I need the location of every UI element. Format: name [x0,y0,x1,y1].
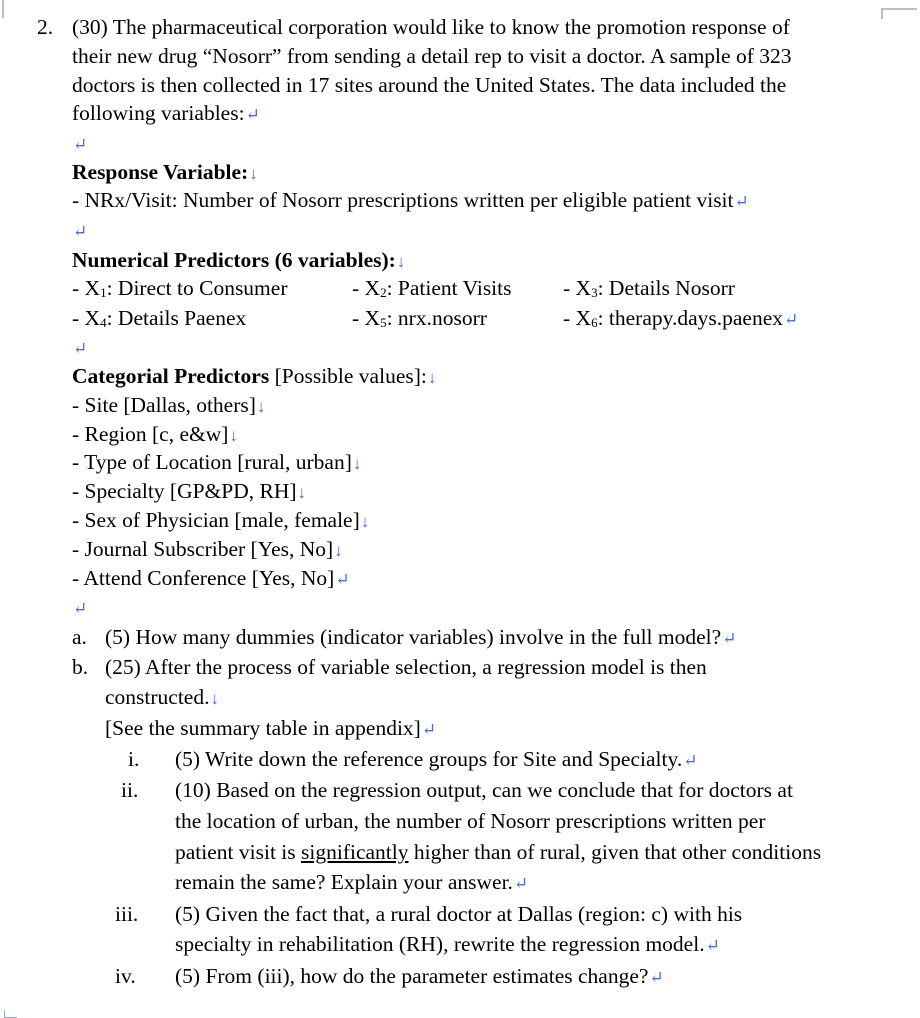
line-break-icon: ↓ [396,252,406,271]
page-bottom-mark [4,1010,17,1018]
part-b-line-2: constructed.↓ [105,685,219,709]
intro-line-3: doctors is then collected in 17 sites around the United States. The data included the [72,73,787,97]
part-ii-line-4: remain the same? Explain your answer.↵ [175,870,529,894]
question-number: 2. [37,15,54,39]
paragraph-mark-icon: ↵ [513,874,529,893]
paragraph-mark-icon: ↵ [683,751,698,770]
categorical-item-specialty: - Specialty [GP&PD, RH]↓ [72,479,307,503]
predictor-x2: - $X_2$: Patient Visits [352,276,512,300]
paragraph-mark-icon: ↵ [784,310,799,329]
empty-paragraph [72,593,87,623]
paragraph-mark-icon: ↵ [705,936,720,955]
line-break-icon: ↓ [297,483,307,502]
empty-paragraph [72,129,87,159]
part-iii-line-2: specialty in rehabilitation (RH), rewrite the regression model.↵ [175,932,720,956]
empty-paragraph [72,333,87,363]
line-break-icon: ↓ [360,512,370,531]
part-b-label: b. [72,655,89,679]
paragraph-mark-icon: ↵ [649,968,664,987]
paragraph-mark-icon: ↵ [73,222,88,241]
part-iii-line-1: (5) Given the fact that, a rural doctor at Dallas (region: c) with his [175,902,743,926]
paragraph-mark-icon: ↵ [734,192,749,211]
predictor-x1: - $X_1$: Direct to Consumer [72,276,288,300]
paragraph-mark-icon: ↵ [722,629,737,648]
emphasis-significantly: significantly [301,840,409,864]
categorical-item-conference: - Attend Conference [Yes, No]↵ [72,566,350,590]
part-ii-line-1: (10) Based on the regression output, can we conclude that for doctors at [175,778,793,802]
part-ii-line-3: patient visit is significantly higher than of rural, given that other conditions [175,840,822,864]
line-break-icon: ↓ [427,368,437,387]
page-corner-mark [881,8,917,19]
paragraph-mark-icon: ↵ [421,720,437,739]
response-heading: Response Variable:↓ [72,160,258,184]
paragraph-mark-icon: ↵ [73,339,88,358]
predictor-x4: - $X_4$: Details Paenex [72,306,247,330]
paragraph-mark-icon: ↵ [335,570,350,589]
paragraph-mark-icon: ↵ [245,105,260,124]
line-break-icon: ↓ [249,164,258,183]
predictor-x6: - $X_6$: therapy.days.paenex↵ [563,306,799,330]
line-break-icon: ↓ [210,689,219,708]
categorical-item-location: - Type of Location [rural, urban]↓ [72,450,362,474]
part-ii-line-2: the location of urban, the number of Nosorr prescriptions written per [175,809,766,833]
response-item: - NRx/Visit: Number of Nosorr prescriptions written per eligible patient visit↵ [72,188,749,212]
line-break-icon: ↓ [334,541,343,560]
part-a-label: a. [72,625,87,649]
categorical-item-sex: - Sex of Physician [male, female]↓ [72,508,370,532]
paragraph-mark-icon: ↵ [73,599,88,618]
paragraph-mark-icon: ↵ [73,135,88,154]
intro-line-2: their new drug “Nosorr” from sending a detail rep to visit a doctor. A sample of 323 [72,44,792,68]
part-iii-label: iii. [115,902,139,926]
line-break-icon: ↓ [256,397,266,416]
part-b-line-3: [See the summary table in appendix]↵ [105,716,437,740]
intro-line-1: (30) The pharmaceutical corporation would like to know the promotion response of [72,15,790,39]
categorical-item-site: - Site [Dallas, others]↓ [72,393,266,417]
line-break-icon: ↓ [229,426,238,445]
predictor-x3: - $X_3$: Details Nosorr [563,276,735,300]
part-iv-text: (5) From (iii), how do the parameter estimates change?↵ [175,964,664,988]
part-i-label: i. [128,747,140,771]
part-ii-label: ii. [121,778,139,802]
categorical-heading: Categorial Predictors [Possible values]:↓ [72,364,437,388]
categorical-item-region: - Region [c, e&w]↓ [72,422,238,446]
line-break-icon: ↓ [352,454,362,473]
empty-paragraph [72,216,87,246]
part-a-text: (5) How many dummies (indicator variables) involve in the full model?↵ [105,625,737,649]
categorical-item-journal: - Journal Subscriber [Yes, No]↓ [72,537,343,561]
intro-line-4: following variables:↵ [72,101,260,125]
predictor-x5: - $X_5$: nrx.nosorr [352,306,487,330]
part-i-text: (5) Write down the reference groups for Site and Specialty.↵ [175,747,698,771]
numerical-heading: Numerical Predictors (6 variables):↓ [72,248,406,272]
part-iv-label: iv. [115,964,136,988]
page-edge-mark [2,0,4,18]
part-b-line-1: (25) After the process of variable selection, a regression model is then [105,655,707,679]
